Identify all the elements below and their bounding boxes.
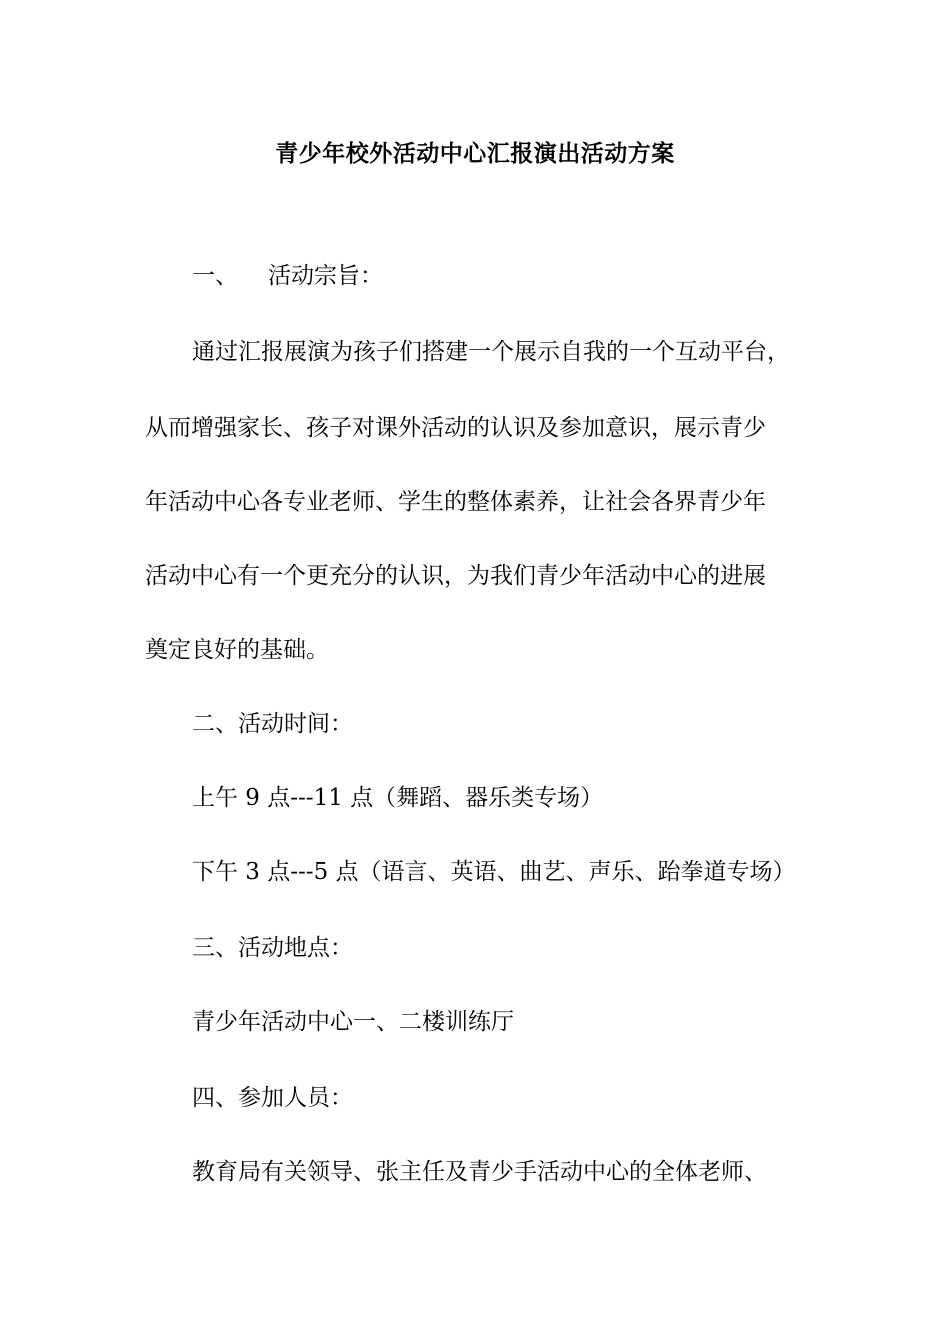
schedule-item-morning: 上午 9 点---11 点（舞蹈、器乐类专场） <box>192 785 604 811</box>
paragraph-line: 年活动中心各专业老师、学生的整体素养，让社会各界青少年 <box>145 489 766 515</box>
section-heading-participants: 四、参加人员： <box>192 1085 353 1111</box>
location-item: 青少年活动中心一、二楼训练厅 <box>192 1009 514 1035</box>
section-number: 一、 <box>192 263 238 289</box>
section-heading-purpose <box>192 258 383 294</box>
section-heading-text: 活动宗旨： <box>268 263 383 289</box>
paragraph-line: 活动中心有一个更充分的认识，为我们青少年活动中心的进展 <box>145 563 766 589</box>
paragraph-line: 奠定良好的基础。 <box>145 637 329 663</box>
section-heading-time: 二、活动时间： <box>192 711 353 737</box>
schedule-item-afternoon: 下午 3 点---5 点（语言、英语、曲艺、声乐、跆拳道专场） <box>192 859 796 885</box>
paragraph-line: 通过汇报展演为孩子们搭建一个展示自我的一个互动平台， <box>192 339 790 365</box>
participants-item: 教育局有关领导、张主任及青少手活动中心的全体老师、 <box>192 1159 767 1185</box>
section-heading-location: 三、活动地点： <box>192 935 353 961</box>
document-title: 青少年校外活动中心汇报演出活动方案 <box>275 140 675 167</box>
paragraph-line: 从而增强家长、孩子对课外活动的认识及参加意识，展示青少 <box>145 415 766 441</box>
